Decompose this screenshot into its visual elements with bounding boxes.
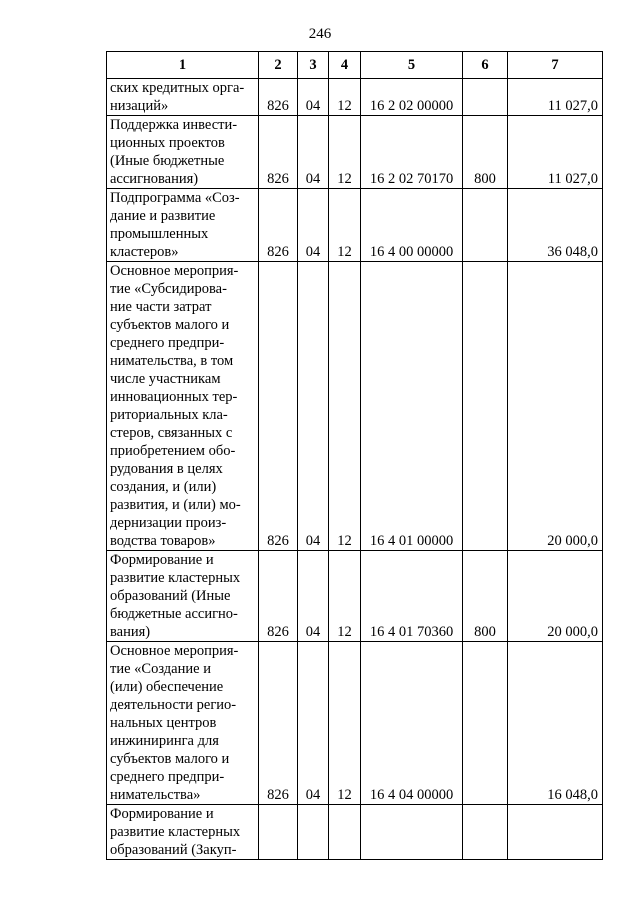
row-expense-type-cell (463, 262, 508, 551)
row-amount-cell: 20 000,0 (508, 551, 603, 642)
row-code-cell: 826 (259, 116, 298, 189)
row-section-cell: 04 (298, 116, 329, 189)
row-name-cell: Основное мероприя- тие «Создание и (или) обеспечение деятельности регио- нальных центров инжиниринга для субъектов малого и среднего предпри- нимательства» (107, 642, 259, 805)
row-section-cell: 04 (298, 262, 329, 551)
table-row (107, 189, 603, 262)
row-section-cell: 04 (298, 79, 329, 116)
table-row (107, 642, 603, 805)
row-target-article-cell: 16 2 02 00000 (361, 79, 463, 116)
row-code-cell: 826 (259, 551, 298, 642)
row-section-cell: 04 (298, 189, 329, 262)
row-expense-type-cell (463, 642, 508, 805)
row-section-cell: 04 (298, 551, 329, 642)
row-target-article-cell (361, 805, 463, 860)
header-col-4: 4 (329, 52, 361, 79)
header-col-2: 2 (259, 52, 298, 79)
table-row (107, 79, 603, 116)
header-col-3: 3 (298, 52, 329, 79)
row-name-cell: Поддержка инвести- ционных проектов (Иные бюджетные ассигнования) (107, 116, 259, 189)
row-expense-type-cell (463, 189, 508, 262)
row-expense-type-cell: 800 (463, 116, 508, 189)
row-expense-type-cell (463, 79, 508, 116)
row-code-cell (259, 805, 298, 860)
row-subsection-cell: 12 (329, 116, 361, 189)
row-expense-type-cell: 800 (463, 551, 508, 642)
row-amount-cell: 11 027,0 (508, 116, 603, 189)
header-col-6: 6 (463, 52, 508, 79)
row-subsection-cell: 12 (329, 79, 361, 116)
row-section-cell (298, 805, 329, 860)
row-subsection-cell: 12 (329, 642, 361, 805)
table-row (107, 805, 603, 860)
row-amount-cell (508, 805, 603, 860)
header-col-1: 1 (107, 52, 259, 79)
row-name-cell: Основное мероприя- тие «Субсидирова- ние части затрат субъектов малого и среднего предпри- нимательства, в том числе участникам инновационных тер- риториальных кла- стеров, связанных с приобретением обо- рудования в целях создания, и (или) развития, и (или) мо- дернизации произ- водства товаров» (107, 262, 259, 551)
header-col-7: 7 (508, 52, 603, 79)
row-name-cell: Подпрограмма «Соз- дание и развитие промышленных кластеров» (107, 189, 259, 262)
row-target-article-cell: 16 4 01 00000 (361, 262, 463, 551)
row-target-article-cell: 16 4 04 00000 (361, 642, 463, 805)
row-amount-cell: 11 027,0 (508, 79, 603, 116)
row-subsection-cell (329, 805, 361, 860)
row-code-cell: 826 (259, 262, 298, 551)
table-row (107, 262, 603, 551)
row-code-cell: 826 (259, 189, 298, 262)
row-subsection-cell: 12 (329, 189, 361, 262)
row-target-article-cell: 16 4 01 70360 (361, 551, 463, 642)
row-target-article-cell: 16 2 02 70170 (361, 116, 463, 189)
row-section-cell: 04 (298, 642, 329, 805)
row-code-cell: 826 (259, 642, 298, 805)
row-name-cell: Формирование и развитие кластерных образований (Иные бюджетные ассигно- вания) (107, 551, 259, 642)
row-amount-cell: 20 000,0 (508, 262, 603, 551)
row-subsection-cell: 12 (329, 262, 361, 551)
row-subsection-cell: 12 (329, 551, 361, 642)
row-expense-type-cell (463, 805, 508, 860)
row-amount-cell: 36 048,0 (508, 189, 603, 262)
row-amount-cell: 16 048,0 (508, 642, 603, 805)
table-row (107, 116, 603, 189)
table-row (107, 551, 603, 642)
table-header-row (107, 52, 603, 79)
header-col-5: 5 (361, 52, 463, 79)
budget-table (106, 51, 603, 860)
page-number: 246 (308, 26, 332, 42)
row-name-cell: Формирование и развитие кластерных образований (Закуп- (107, 805, 259, 860)
row-code-cell: 826 (259, 79, 298, 116)
row-name-cell: ских кредитных орга- низаций» (107, 79, 259, 116)
row-target-article-cell: 16 4 00 00000 (361, 189, 463, 262)
